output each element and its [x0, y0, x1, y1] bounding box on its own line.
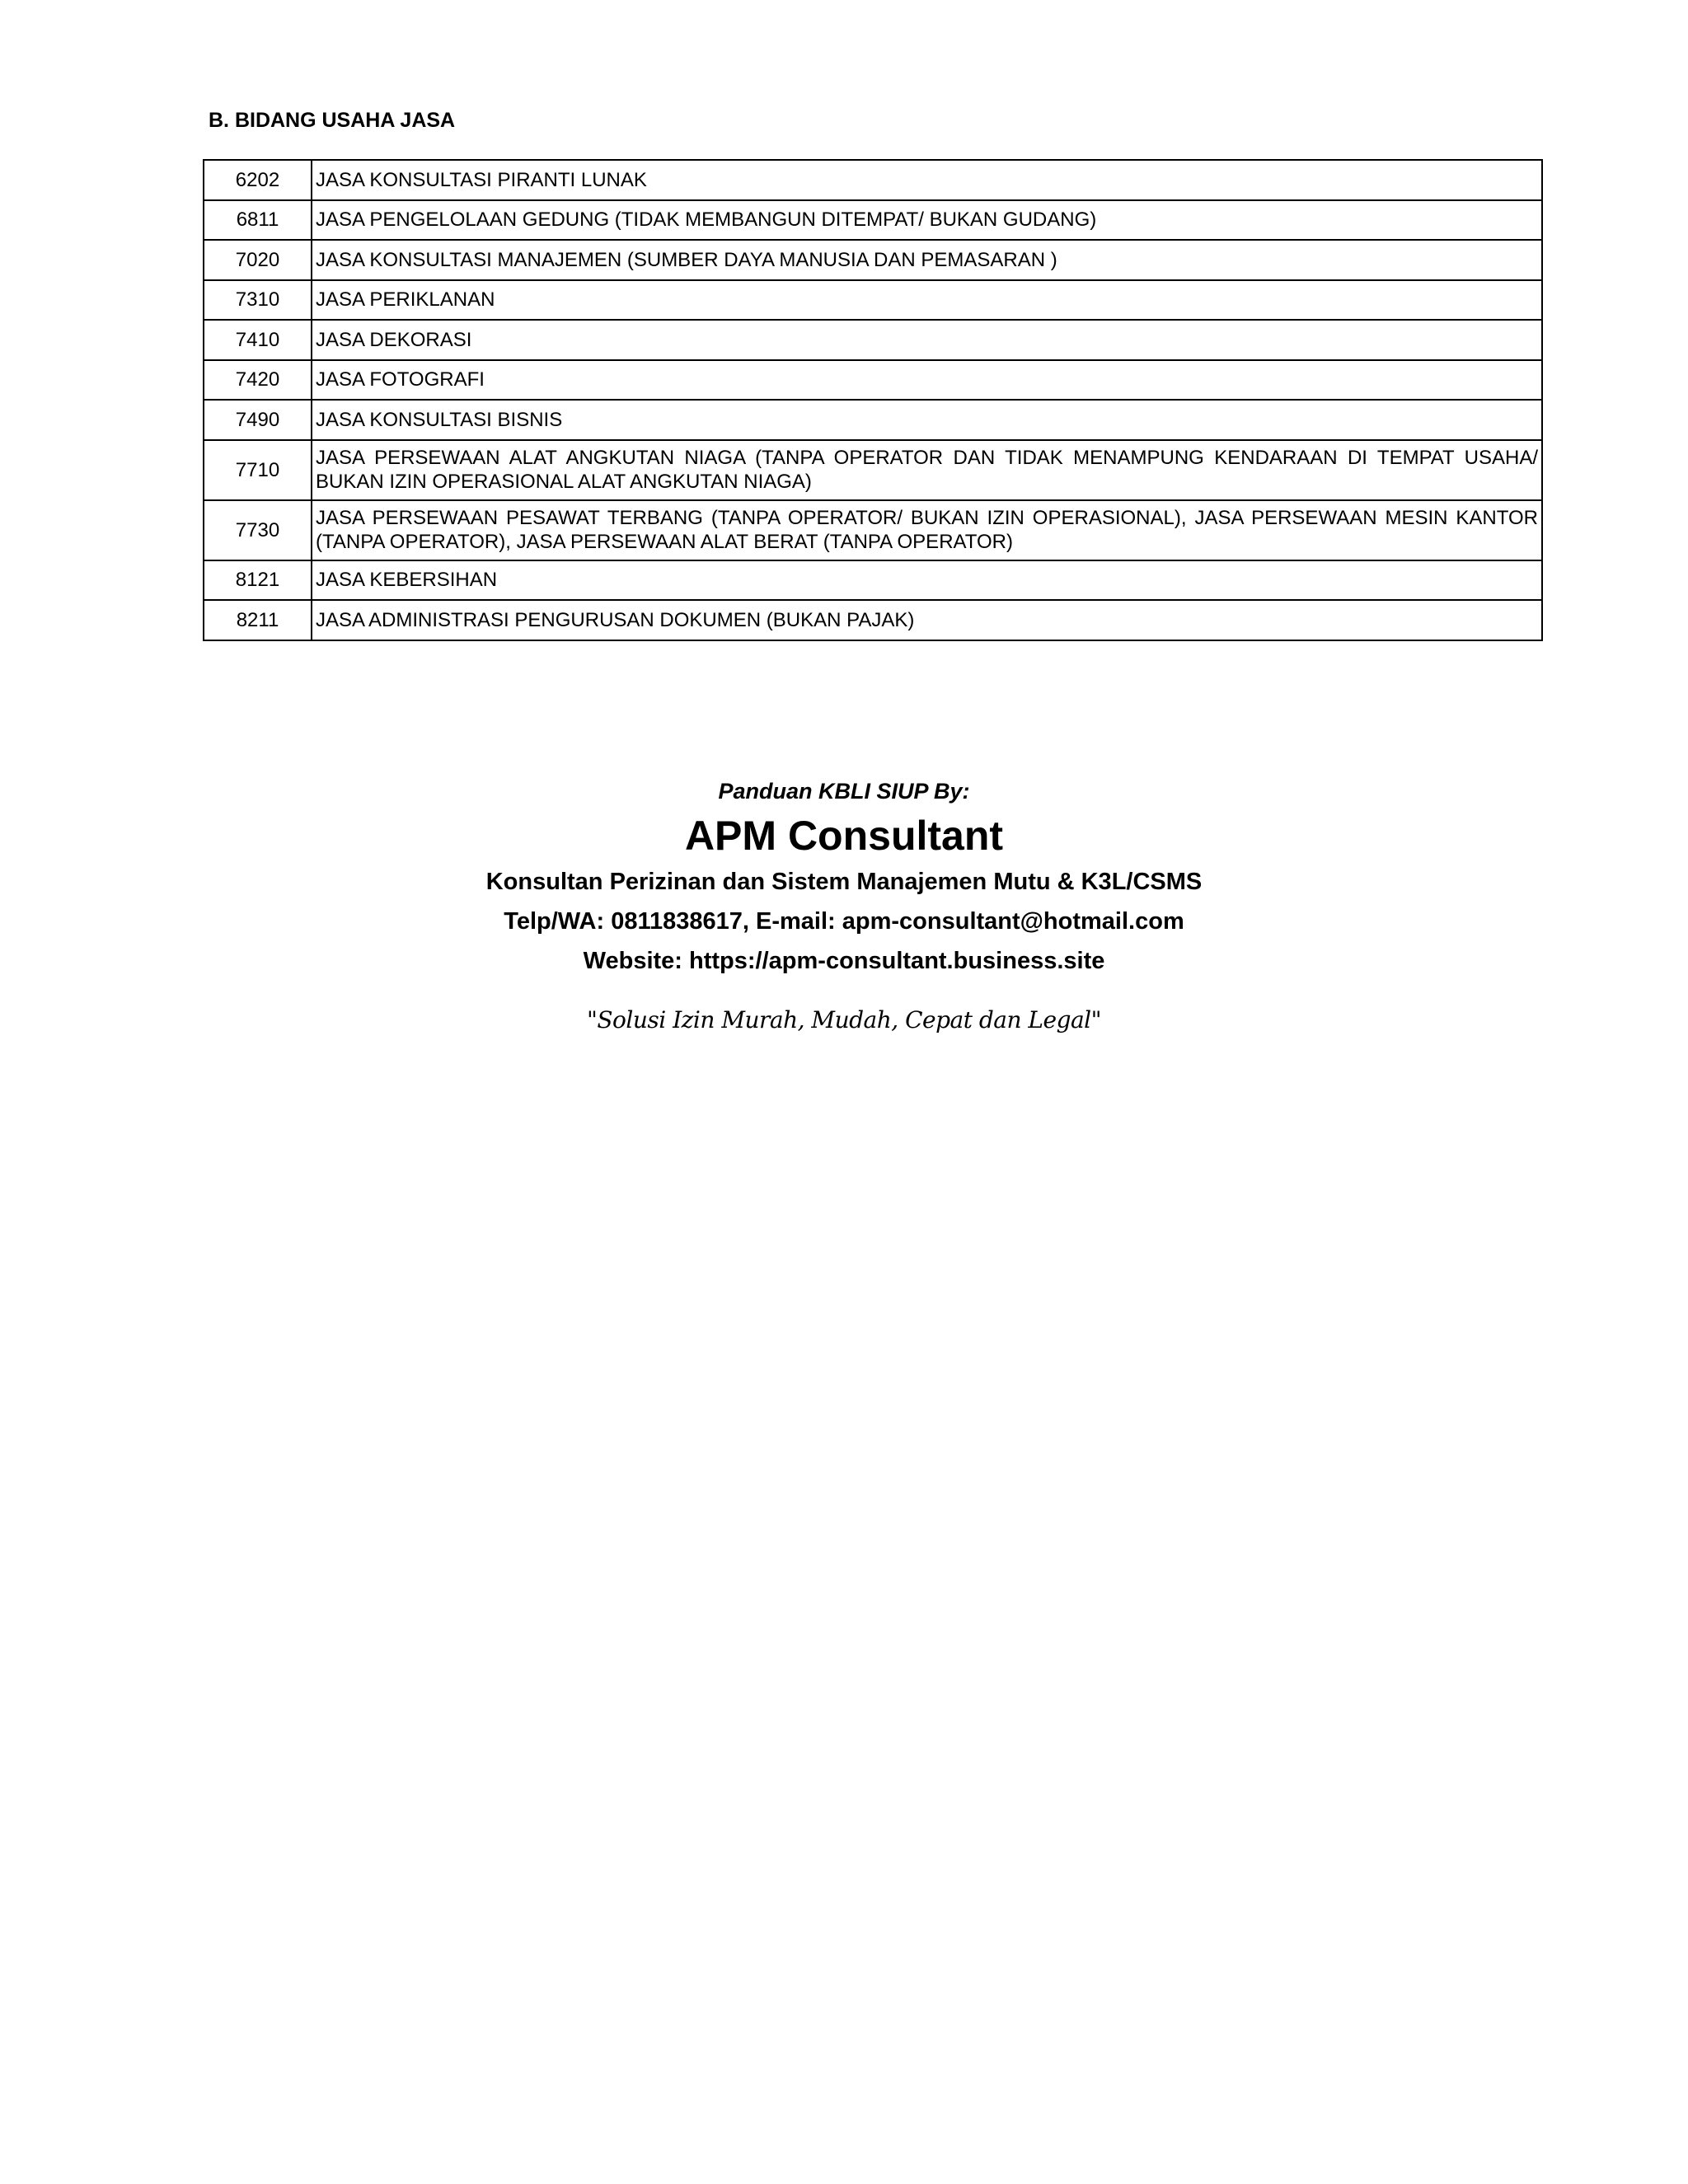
- kbli-code-cell: 7410: [204, 320, 312, 360]
- kbli-code-cell: 6811: [204, 200, 312, 241]
- kbli-code-cell: 7730: [204, 500, 312, 560]
- table-row: [204, 200, 1542, 241]
- contact-info: Telp/WA: 0811838617, E-mail: apm-consultant@hotmail.com: [504, 908, 1184, 935]
- kbli-description-cell: JASA PERIKLANAN: [312, 280, 1542, 321]
- table-row: [204, 440, 1542, 500]
- kbli-code-cell: 8211: [204, 600, 312, 640]
- company-name: APM Consultant: [684, 813, 1004, 859]
- table-row: [204, 160, 1542, 200]
- footer-credits: [0, 775, 1688, 1037]
- kbli-description-cell: JASA DEKORASI: [312, 320, 1542, 360]
- table-row: [204, 600, 1542, 640]
- kbli-code-cell: 7420: [204, 360, 312, 401]
- kbli-description-cell: JASA KONSULTASI MANAJEMEN (SUMBER DAYA MANUSIA DAN PEMASARAN ): [312, 240, 1542, 280]
- table-row: [204, 400, 1542, 440]
- kbli-description-cell: JASA PERSEWAAN PESAWAT TERBANG (TANPA OPERATOR/ BUKAN IZIN OPERASIONAL), JASA PERSEWAAN MESIN KANTOR (TANPA OPERATOR), JASA PERSEWAAN ALAT BERAT (TANPA OPERATOR): [312, 500, 1542, 560]
- table-row: [204, 360, 1542, 401]
- kbli-description-cell: JASA KEBERSIHAN: [312, 560, 1542, 601]
- kbli-table: [203, 159, 1543, 641]
- kbli-description-cell: JASA KONSULTASI PIRANTI LUNAK: [312, 160, 1542, 200]
- table-row: [204, 280, 1542, 321]
- kbli-code-cell: 7710: [204, 440, 312, 500]
- kbli-description-cell: JASA PENGELOLAAN GEDUNG (TIDAK MEMBANGUN DITEMPAT/ BUKAN GUDANG): [312, 200, 1542, 241]
- kbli-code-cell: 8121: [204, 560, 312, 601]
- kbli-description-cell: JASA PERSEWAAN ALAT ANGKUTAN NIAGA (TANPA OPERATOR DAN TIDAK MENAMPUNG KENDARAAN DI TEMPAT USAHA/ BUKAN IZIN OPERASIONAL ALAT ANGKUTAN NIAGA): [312, 440, 1542, 500]
- kbli-code-cell: 7490: [204, 400, 312, 440]
- table-row: [204, 500, 1542, 560]
- table-row: [204, 560, 1542, 601]
- kbli-description-cell: JASA KONSULTASI BISNIS: [312, 400, 1542, 440]
- kbli-code-cell: 7310: [204, 280, 312, 321]
- kbli-description-cell: JASA FOTOGRAFI: [312, 360, 1542, 401]
- tagline: "Solusi Izin Murah, Mudah, Cepat dan Legal": [586, 1006, 1102, 1033]
- company-subtitle: Konsultan Perizinan dan Sistem Manajemen Mutu & K3L/CSMS: [485, 869, 1203, 895]
- kbli-code-cell: 7020: [204, 240, 312, 280]
- guide-by-label: Panduan KBLI SIUP By:: [718, 779, 970, 804]
- section-title: B. BIDANG USAHA JASA: [209, 109, 456, 132]
- kbli-code-cell: 6202: [204, 160, 312, 200]
- kbli-description-cell: JASA ADMINISTRASI PENGURUSAN DOKUMEN (BUKAN PAJAK): [312, 600, 1542, 640]
- table-row: [204, 240, 1542, 280]
- table-row: [204, 320, 1542, 360]
- website-info: Website: https://apm-consultant.business.site: [583, 948, 1105, 974]
